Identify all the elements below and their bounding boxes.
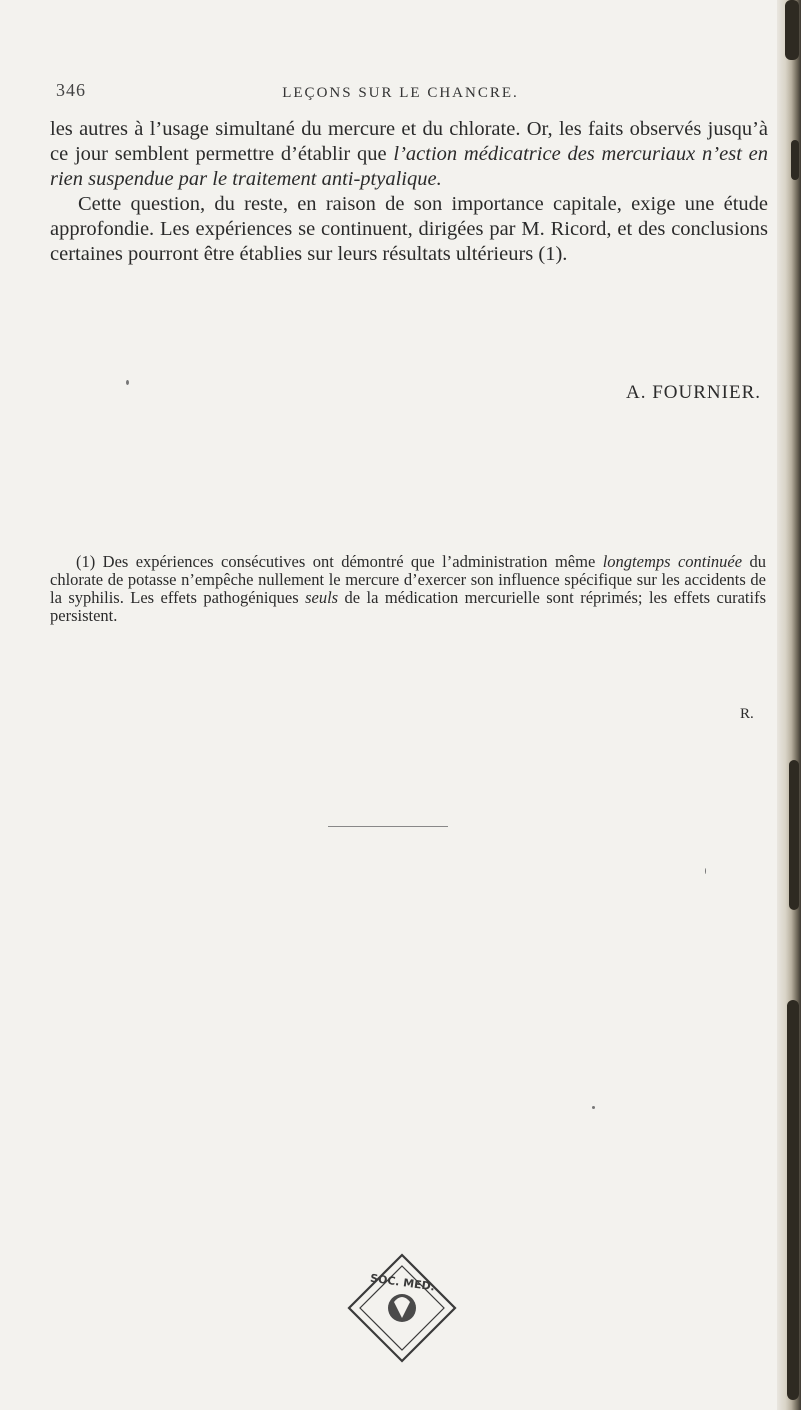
section-divider (328, 826, 448, 827)
paragraph (50, 117, 768, 192)
footnote-text: (1) Des expériences consécutives ont démontré que l’administration même (76, 552, 603, 571)
footnote-italic: longtemps continuée (602, 552, 743, 571)
stamp-text: SOC. MED. (369, 1271, 436, 1294)
paragraph: Cette question, du reste, en raison de son importance capitale, exige une étude approfondie. Les expériences se continuent, dirigées par M. Ricord, et des conclusions certaines pourront être établies sur leurs résultats ultérieurs (1). (50, 193, 768, 265)
library-stamp-icon (346, 1252, 458, 1364)
page-edge-shadow (777, 0, 801, 1410)
paragraph-text: les autres à l’usage simultané du mercure et du chlorate. Or, les faits observés jusqu’à ce jour semblent permettre d’établir que (50, 118, 768, 165)
footnote (50, 553, 766, 625)
page-number: 346 (56, 80, 86, 100)
page-header (0, 80, 801, 110)
body-text (50, 117, 768, 267)
footnote-text: de la médication mercurielle sont réprimés; les effets curatifs persistent. (50, 588, 766, 625)
footnote-italic: seuls (305, 588, 339, 607)
running-head: LEÇONS SUR LE CHANCRE. (282, 85, 519, 101)
footnote-text: du chlorate de potasse n’empêche nullement le mercure d’exercer son influence spécifique sur les accidents de la syphilis. Les effets pathogéniques (50, 552, 767, 607)
author-signature: A. FOURNIER. (626, 382, 761, 403)
paragraph-italic-text: l’action médicatrice des mercuriaux n’est en rien suspendue par le traitement anti-ptyalique. (50, 143, 768, 190)
footnote-signature: R. (740, 706, 754, 722)
